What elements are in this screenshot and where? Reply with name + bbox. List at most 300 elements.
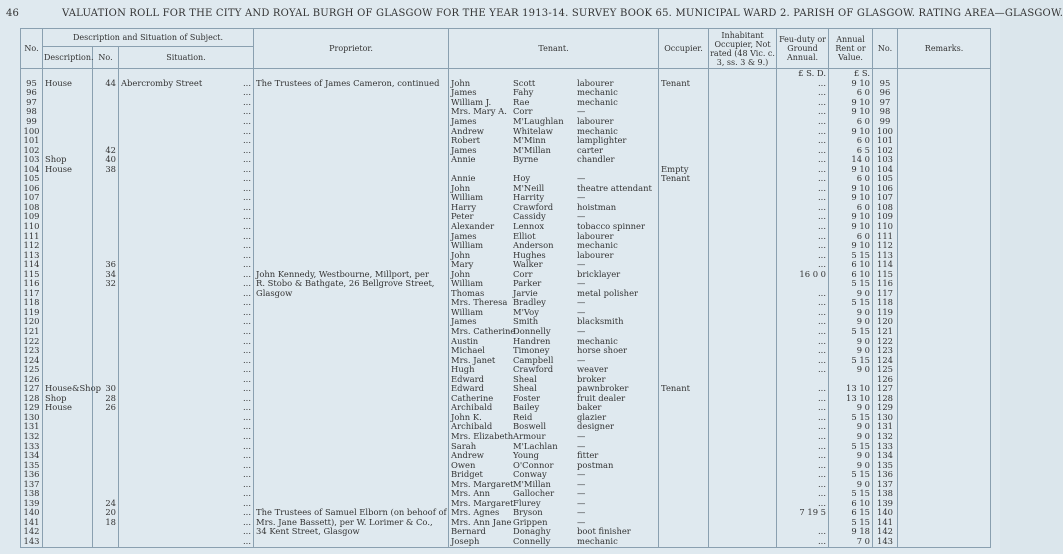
table-row	[21, 403, 991, 413]
row-number-right: 115	[873, 269, 898, 279]
row-number-right: 129	[873, 403, 898, 413]
row-occupier	[659, 107, 709, 117]
row-number: 102	[21, 145, 43, 155]
rent-units: £ S.	[829, 69, 873, 79]
row-description	[43, 298, 93, 308]
tenant-occupation: —	[577, 325, 586, 336]
row-occupier	[659, 250, 709, 260]
row-proprietor: Glasgow	[254, 289, 449, 299]
situation-dots: ...	[243, 440, 252, 451]
situation-dots: ...	[243, 163, 252, 174]
row-number: 109	[21, 212, 43, 222]
row-occupier	[659, 336, 709, 346]
row-annual-value: 9 0	[829, 289, 873, 299]
row-inhabitant	[709, 222, 777, 232]
row-number: 100	[21, 126, 43, 136]
row-proprietor	[254, 241, 449, 251]
row-occupier	[659, 289, 709, 299]
row-inhabitant	[709, 413, 777, 423]
row-inhabitant	[709, 231, 777, 241]
row-description	[43, 269, 93, 279]
row-proprietor	[254, 98, 449, 108]
row-number-right: 120	[873, 317, 898, 327]
row-number-right: 108	[873, 203, 898, 213]
row-remarks	[898, 499, 991, 509]
row-description	[43, 88, 93, 98]
row-description	[43, 279, 93, 289]
row-remarks	[898, 317, 991, 327]
col-no: No.	[21, 29, 43, 69]
row-description	[43, 365, 93, 375]
tenant-surname: Donaghy	[513, 526, 551, 537]
table-row	[21, 88, 991, 98]
row-proprietor	[254, 126, 449, 136]
row-feu-duty: ...	[777, 126, 829, 136]
tenant-occupation: —	[577, 440, 586, 451]
row-street-number	[93, 212, 119, 222]
col-desc-group: Description and Situation of Subject.	[43, 29, 254, 47]
row-proprietor: John Kennedy, Westbourne, Millport, per	[254, 269, 449, 279]
row-number-right: 127	[873, 384, 898, 394]
row-proprietor	[254, 222, 449, 232]
tenant-occupation: mechanic	[577, 87, 618, 98]
row-street-number	[93, 422, 119, 432]
row-number-right: 97	[873, 98, 898, 108]
row-remarks	[898, 308, 991, 318]
row-number: 96	[21, 88, 43, 98]
tenant-occupation: chandler	[577, 154, 615, 165]
row-tenant	[449, 327, 659, 337]
situation-dots: ...	[243, 488, 252, 499]
row-tenant	[449, 250, 659, 260]
row-inhabitant	[709, 479, 777, 489]
row-feu-duty: ...	[777, 164, 829, 174]
table-row	[21, 537, 991, 548]
row-inhabitant	[709, 336, 777, 346]
table-row	[21, 499, 991, 509]
table-row	[21, 308, 991, 318]
row-situation	[119, 394, 254, 404]
row-annual-value: 9 10	[829, 222, 873, 232]
row-remarks	[898, 336, 991, 346]
row-situation	[119, 460, 254, 470]
situation-dots: ...	[243, 297, 252, 308]
row-feu-duty: ...	[777, 98, 829, 108]
situation-dots: ...	[243, 516, 252, 527]
row-situation	[119, 413, 254, 423]
row-description	[43, 308, 93, 318]
row-number-right: 109	[873, 212, 898, 222]
tenant-surname: Donnelly	[513, 325, 551, 336]
row-occupier	[659, 317, 709, 327]
tenant-forename: James	[451, 230, 477, 241]
row-number: 142	[21, 527, 43, 537]
row-annual-value: 5 15	[829, 413, 873, 423]
situation-dots: ...	[243, 383, 252, 394]
row-street-number	[93, 527, 119, 537]
row-occupier: Empty	[659, 164, 709, 174]
tenant-forename: Hugh	[451, 364, 475, 375]
row-occupier	[659, 88, 709, 98]
row-description	[43, 479, 93, 489]
tenant-forename: Mrs. Elizabeth	[451, 431, 514, 441]
tenant-surname: M'Millan	[513, 478, 551, 489]
row-situation	[119, 479, 254, 489]
row-street-number	[93, 346, 119, 356]
row-feu-duty: ...	[777, 317, 829, 327]
tenant-forename: Mrs. Margaret	[451, 478, 514, 489]
table-row	[21, 432, 991, 442]
row-feu-duty: ...	[777, 222, 829, 232]
tenant-occupation: blacksmith	[577, 316, 624, 327]
row-annual-value: 5 15	[829, 355, 873, 365]
row-remarks	[898, 79, 991, 89]
row-street-number	[93, 174, 119, 184]
table-row	[21, 451, 991, 461]
tenant-forename: John K.	[451, 411, 482, 422]
tenant-surname: M'Millan	[513, 144, 551, 155]
situation-dots: ...	[243, 96, 252, 107]
row-situation	[119, 537, 254, 548]
col-feu: Feu-duty or Ground Annual.	[777, 29, 829, 69]
tenant-occupation: —	[577, 278, 586, 289]
row-situation	[119, 231, 254, 241]
tenant-surname: Sheal	[513, 373, 537, 384]
table-row	[21, 136, 991, 146]
row-description	[43, 241, 93, 251]
row-proprietor	[254, 193, 449, 203]
col-rent: Annual Rent or Value.	[829, 29, 873, 69]
situation-dots: ...	[243, 364, 252, 375]
row-number: 140	[21, 508, 43, 518]
table-row	[21, 479, 991, 489]
row-remarks	[898, 489, 991, 499]
row-occupier: Tenant	[659, 174, 709, 184]
row-proprietor: 34 Kent Street, Glasgow	[254, 527, 449, 537]
row-inhabitant	[709, 346, 777, 356]
tenant-surname: Byrne	[513, 154, 539, 165]
row-remarks	[898, 145, 991, 155]
tenant-occupation: —	[577, 306, 586, 317]
table-row	[21, 174, 991, 184]
row-description	[43, 508, 93, 518]
row-number: 128	[21, 394, 43, 404]
tenant-forename: Andrew	[451, 450, 484, 461]
row-street-number	[93, 470, 119, 480]
row-number-right: 138	[873, 489, 898, 499]
row-tenant	[449, 126, 659, 136]
row-feu-duty: ...	[777, 289, 829, 299]
row-street-number: 30	[93, 384, 119, 394]
row-description	[43, 222, 93, 232]
situation-dots: ...	[243, 201, 252, 212]
row-inhabitant	[709, 136, 777, 146]
row-situation	[119, 422, 254, 432]
row-feu-duty: 7 19 5	[777, 508, 829, 518]
row-number: 113	[21, 250, 43, 260]
tenant-surname: Crawford	[513, 364, 554, 375]
row-situation	[119, 489, 254, 499]
row-proprietor	[254, 365, 449, 375]
row-inhabitant	[709, 422, 777, 432]
row-occupier	[659, 308, 709, 318]
row-tenant	[449, 346, 659, 356]
row-street-number: 40	[93, 155, 119, 165]
row-number-right: 95	[873, 79, 898, 89]
tenant-surname: Gallocher	[513, 488, 555, 499]
row-annual-value: 6 15	[829, 508, 873, 518]
tenant-surname: Handren	[513, 335, 551, 346]
row-number-right: 131	[873, 422, 898, 432]
row-street-number: 26	[93, 403, 119, 413]
row-description	[43, 289, 93, 299]
page-number: 46	[6, 8, 20, 19]
table-row	[21, 336, 991, 346]
row-number: 98	[21, 107, 43, 117]
row-annual-value: 5 15	[829, 327, 873, 337]
row-situation	[119, 117, 254, 127]
row-street-number: 32	[93, 279, 119, 289]
situation-dots: ...	[243, 335, 252, 346]
col-occupier: Occupier.	[659, 29, 709, 69]
row-situation	[119, 355, 254, 365]
tenant-surname: Connelly	[513, 536, 551, 547]
row-proprietor	[254, 489, 449, 499]
tenant-forename: Mrs. Ann	[451, 488, 491, 499]
tenant-surname: Walker	[513, 259, 543, 270]
tenant-surname: Smith	[513, 316, 539, 327]
table-row	[21, 394, 991, 404]
row-feu-duty: ...	[777, 527, 829, 537]
row-street-number: 38	[93, 164, 119, 174]
situation-dots: ...	[243, 354, 252, 365]
tenant-forename: John	[451, 249, 471, 260]
row-number: 134	[21, 451, 43, 461]
row-situation	[119, 193, 254, 203]
row-number: 131	[21, 422, 43, 432]
row-remarks	[898, 470, 991, 480]
row-situation	[119, 145, 254, 155]
tenant-surname: Rae	[513, 96, 530, 107]
situation-dots: ...	[243, 125, 252, 136]
tenant-forename: Owen	[451, 459, 476, 470]
row-number-right: 106	[873, 184, 898, 194]
tenant-surname: M'Laughlan	[513, 115, 564, 126]
row-feu-duty: ...	[777, 422, 829, 432]
row-remarks	[898, 451, 991, 461]
row-proprietor	[254, 346, 449, 356]
row-number: 114	[21, 260, 43, 270]
situation-dots: ...	[243, 192, 252, 203]
row-remarks	[898, 365, 991, 375]
row-street-number	[93, 289, 119, 299]
row-number-right: 119	[873, 308, 898, 318]
tenant-surname: M'Neill	[513, 182, 545, 193]
row-remarks	[898, 374, 991, 384]
row-situation	[119, 88, 254, 98]
row-number: 133	[21, 441, 43, 451]
row-number-right: 114	[873, 260, 898, 270]
row-number-right: 102	[873, 145, 898, 155]
row-number: 110	[21, 222, 43, 232]
row-number-right: 123	[873, 346, 898, 356]
row-occupier	[659, 117, 709, 127]
row-inhabitant	[709, 508, 777, 518]
row-description	[43, 537, 93, 548]
row-remarks	[898, 527, 991, 537]
table-row	[21, 250, 991, 260]
table-row	[21, 241, 991, 251]
row-occupier: Tenant	[659, 79, 709, 89]
row-tenant	[449, 527, 659, 537]
situation-dots: ...	[243, 87, 252, 98]
tenant-occupation: postman	[577, 459, 614, 470]
row-feu-duty: 16 0 0	[777, 269, 829, 279]
row-inhabitant	[709, 203, 777, 213]
tenant-forename: James	[451, 87, 477, 98]
row-number-right: 100	[873, 126, 898, 136]
row-description	[43, 346, 93, 356]
tenant-surname: Boswell	[513, 421, 546, 432]
tenant-forename: Mrs. Mary A.	[451, 106, 507, 117]
row-street-number	[93, 327, 119, 337]
table-row	[21, 460, 991, 470]
tenant-forename: Mrs. Theresa	[451, 297, 508, 308]
row-proprietor	[254, 317, 449, 327]
row-remarks	[898, 260, 991, 270]
row-feu-duty: ...	[777, 145, 829, 155]
row-proprietor: R. Stobo & Bathgate, 26 Bellgrove Street,	[254, 279, 449, 289]
row-feu-duty: ...	[777, 365, 829, 375]
row-description: House&Shop	[43, 384, 93, 394]
row-proprietor: Mrs. Jane Bassett), per W. Lorimer & Co.,	[254, 518, 449, 528]
row-inhabitant	[709, 527, 777, 537]
tenant-occupation: mechanic	[577, 96, 618, 107]
row-inhabitant	[709, 117, 777, 127]
situation-dots: ...	[243, 106, 252, 117]
row-occupier	[659, 441, 709, 451]
table-row	[21, 145, 991, 155]
row-feu-duty: ...	[777, 403, 829, 413]
row-street-number	[93, 98, 119, 108]
row-inhabitant	[709, 403, 777, 413]
row-occupier	[659, 184, 709, 194]
row-inhabitant	[709, 298, 777, 308]
row-inhabitant	[709, 126, 777, 136]
row-street-number: 36	[93, 260, 119, 270]
table-row	[21, 164, 991, 174]
row-tenant	[449, 79, 659, 89]
row-occupier	[659, 346, 709, 356]
tenant-occupation: —	[577, 497, 586, 508]
row-annual-value: 9 0	[829, 460, 873, 470]
tenant-occupation: boot finisher	[577, 526, 631, 537]
row-description: House	[43, 79, 93, 89]
row-annual-value: 9 0	[829, 432, 873, 442]
row-number: 126	[21, 374, 43, 384]
row-annual-value: 5 15	[829, 298, 873, 308]
row-number-right: 116	[873, 279, 898, 289]
row-feu-duty: ...	[777, 203, 829, 213]
row-feu-duty: ...	[777, 441, 829, 451]
row-street-number: 24	[93, 499, 119, 509]
row-remarks	[898, 479, 991, 489]
row-street-number	[93, 537, 119, 548]
row-description	[43, 174, 93, 184]
tenant-forename: John	[451, 77, 471, 88]
row-feu-duty: ...	[777, 327, 829, 337]
row-annual-value: 9 10	[829, 98, 873, 108]
row-tenant	[449, 203, 659, 213]
row-tenant	[449, 222, 659, 232]
row-description	[43, 107, 93, 117]
table-row	[21, 298, 991, 308]
tenant-surname: Lennox	[513, 220, 545, 231]
row-feu-duty: ...	[777, 174, 829, 184]
row-proprietor	[254, 537, 449, 548]
row-situation	[119, 260, 254, 270]
row-feu-duty: ...	[777, 336, 829, 346]
row-feu-duty: ...	[777, 184, 829, 194]
row-number: 115	[21, 269, 43, 279]
row-street-number	[93, 136, 119, 146]
table-row	[21, 231, 991, 241]
row-number: 95	[21, 79, 43, 89]
row-situation	[119, 289, 254, 299]
row-occupier	[659, 212, 709, 222]
situation-dots: ...	[243, 249, 252, 260]
row-annual-value: 9 10	[829, 193, 873, 203]
row-description: House	[43, 164, 93, 174]
valuation-rows	[21, 79, 991, 548]
tenant-surname: Cassidy	[513, 211, 546, 222]
row-inhabitant	[709, 460, 777, 470]
tenant-surname: Bryson	[513, 507, 543, 518]
row-occupier	[659, 145, 709, 155]
tenant-surname: Crawford	[513, 201, 554, 212]
tenant-forename: Mrs. Janet	[451, 354, 496, 365]
row-annual-value: 9 0	[829, 403, 873, 413]
row-number-right: 130	[873, 413, 898, 423]
row-number: 122	[21, 336, 43, 346]
row-remarks	[898, 222, 991, 232]
tenant-surname: Foster	[513, 392, 541, 403]
tenant-forename: John	[451, 268, 471, 279]
row-number-right: 99	[873, 117, 898, 127]
row-number-right: 112	[873, 241, 898, 251]
row-description	[43, 451, 93, 461]
row-annual-value: 9 18	[829, 527, 873, 537]
row-annual-value: 13 10	[829, 394, 873, 404]
tenant-forename: John	[451, 182, 471, 193]
tenant-forename: Mrs. Catherine	[451, 325, 516, 336]
row-proprietor	[254, 250, 449, 260]
situation-dots: ...	[243, 259, 252, 270]
row-tenant	[449, 136, 659, 146]
row-inhabitant	[709, 79, 777, 89]
row-feu-duty: ...	[777, 432, 829, 442]
row-annual-value: 5 15	[829, 279, 873, 289]
tenant-occupation: mechanic	[577, 536, 618, 547]
row-description	[43, 527, 93, 537]
row-proprietor	[254, 394, 449, 404]
row-description	[43, 470, 93, 480]
tenant-surname: Timoney	[513, 345, 550, 356]
row-description	[43, 250, 93, 260]
row-remarks	[898, 441, 991, 451]
row-number: 108	[21, 203, 43, 213]
row-occupier	[659, 203, 709, 213]
